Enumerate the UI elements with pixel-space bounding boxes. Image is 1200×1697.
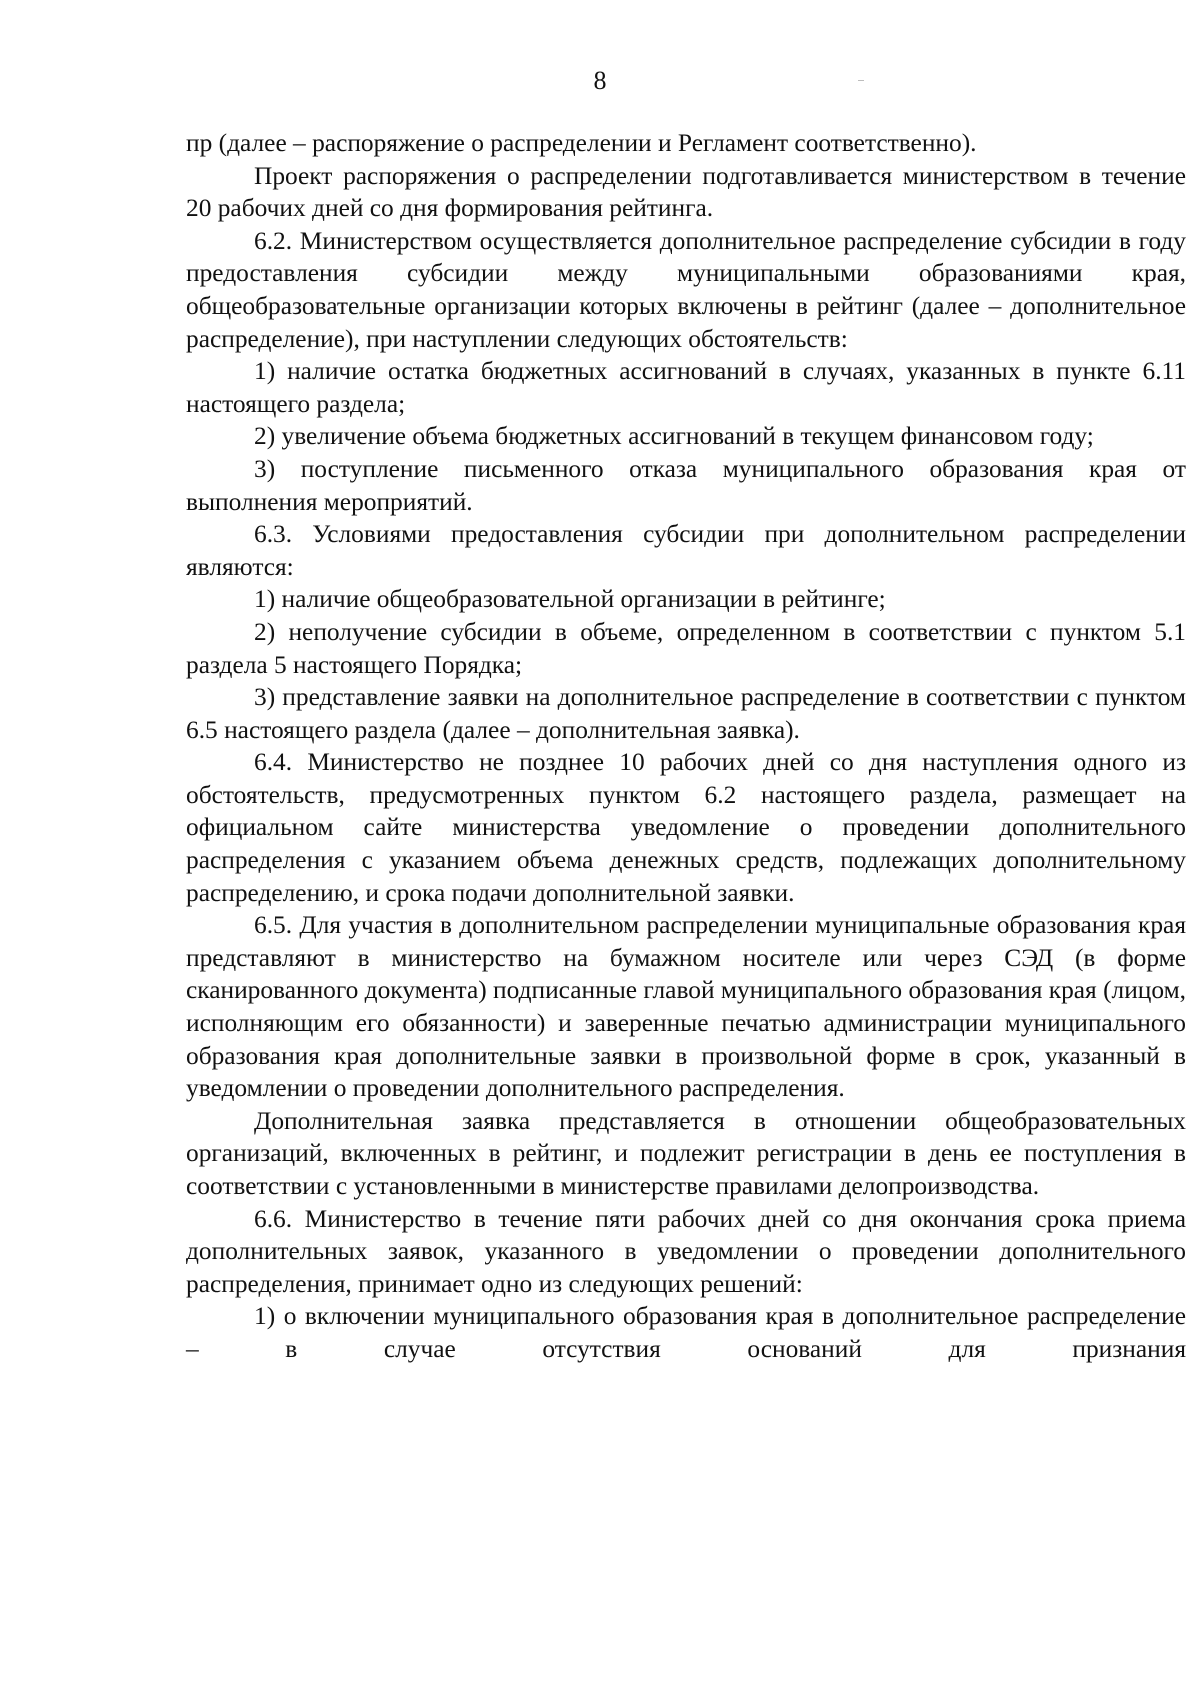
paragraph: 2) неполучение субсидии в объеме, определенном в соответствии с пунктом 5.1 раздела 5 настоящего Порядка;: [186, 617, 1186, 679]
paragraph: 6.3. Условиями предоставления субсидии при дополнительном распределении являются:: [186, 520, 1186, 581]
paragraph: 6.4. Министерство не позднее 10 рабочих дней со дня наступления одного из обстоятельств, предусмотренных пунктом 6.2 настоящего раздела, размещает на официальном сайте министерства уведомление о проведении дополнительного распределения с указанием объема денежных средств, подлежащих дополнительному распределению, и срока подачи дополнительной заявки.: [186, 748, 1186, 907]
page-number: 8: [593, 66, 607, 95]
paragraph: 6.5. Для участия в дополнительном распределении муниципальные образования края представляют в министерство на бумажном носителе или через СЭД (в форме сканированного документа) подписанные главой муниципального образования края (лицом, исполняющим его обязанности) и заверенные печатью администрации муниципального образования края дополнительные заявки в произвольной форме в срок, указанный в уведомлении о проведении дополнительного распределения.: [186, 911, 1186, 1103]
paragraph: 6.2. Министерством осуществляется дополнительное распределение субсидии в году предоставления субсидии между муниципальными образованиями края, общеобразовательные организации которых включены в рейтинг (далее – дополнительное распределение), при наступлении следующих обстоятельств:: [186, 226, 1186, 353]
paragraph: Проект распоряжения о распределении подготавливается министерством в течение 20 рабочих дней со дня формирования рейтинга.: [186, 161, 1186, 223]
document-body: [186, 127, 1186, 1366]
paragraph: Дополнительная заявка представляется в отношении общеобразовательных организаций, включенных в рейтинг, и подлежит регистрации в день ее поступления в соответствии с установленными в министерстве правилами делопроизводства.: [186, 1106, 1186, 1200]
paragraph: 6.6. Министерство в течение пяти рабочих дней со дня окончания срока приема дополнительных заявок, указанного в уведомлении о проведении дополнительного распределения, принимает одно из следующих решений:: [186, 1204, 1186, 1298]
paragraph: 1) наличие общеобразовательной организации в рейтинге;: [254, 585, 886, 614]
paragraph: пр (далее – распоряжение о распределении и Регламент соответственно).: [186, 129, 977, 157]
paragraph: 3) представление заявки на дополнительное распределение в соответствии с пунктом 6.5 настоящего раздела (далее – дополнительная заявка).: [186, 683, 1186, 744]
paragraph: 3) поступление письменного отказа муниципального образования края от выполнения мероприятий.: [186, 454, 1186, 516]
paragraph: 1) наличие остатка бюджетных ассигнований в случаях, указанных в пункте 6.11 настоящего раздела;: [186, 357, 1186, 418]
paragraph: 1) о включении муниципального образования края в дополнительное распределение – в случае отсутствия оснований для признания: [186, 1302, 1186, 1363]
paragraph: 2) увеличение объема бюджетных ассигнований в текущем финансовом году;: [254, 422, 1094, 451]
